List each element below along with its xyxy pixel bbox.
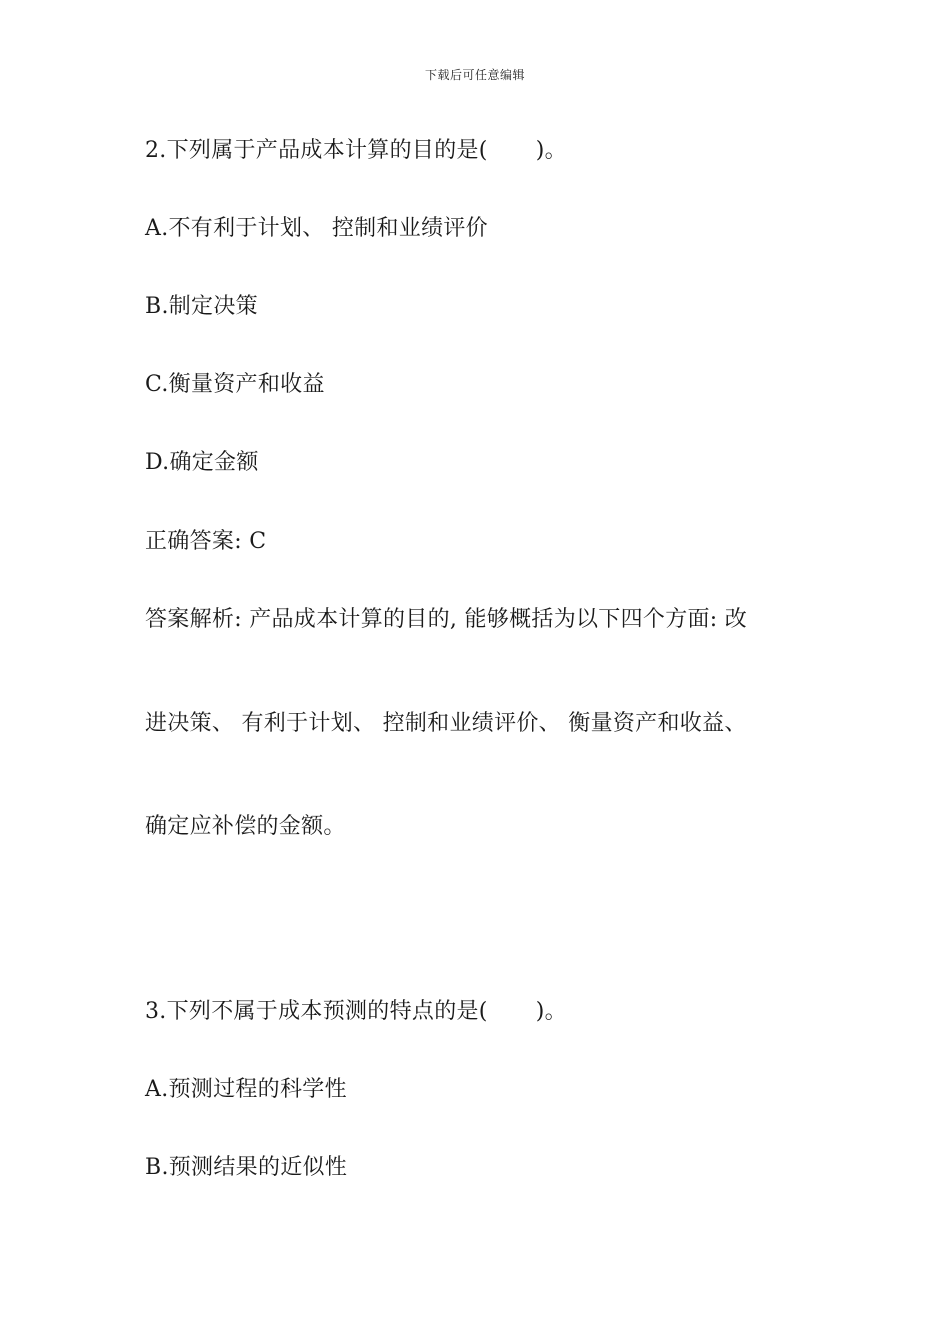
question-3-option-a: A.预测过程的科学性 — [145, 1077, 347, 1102]
question-2-option-a: A.不有利于计划、 控制和业绩评价 — [145, 216, 488, 241]
question-2-explanation-line-1: 答案解析: 产品成本计算的目的, 能够概括为以下四个方面: 改 — [145, 607, 748, 632]
question-2-option-c: C.衡量资产和收益 — [145, 372, 325, 397]
question-3-stem-end: )。 — [535, 999, 567, 1024]
page-header: 下载后可任意编辑 — [424, 68, 525, 82]
question-2-stem — [145, 136, 567, 166]
question-2-option-b: B.制定决策 — [145, 294, 258, 319]
question-2-explanation-line-2: 进决策、 有利于计划、 控制和业绩评价、 衡量资产和收益、 — [145, 711, 747, 736]
question-2-option-d: D.确定金额 — [145, 450, 259, 475]
question-3-stem-text: 3.下列不属于成本预测的特点的是( — [145, 999, 488, 1024]
question-2-explanation-line-3: 确定应补偿的金额。 — [145, 814, 346, 839]
question-3-option-b: B.预测结果的近似性 — [145, 1155, 348, 1180]
question-3-stem — [145, 997, 567, 1027]
question-2-stem-text: 2.下列属于产品成本计算的目的是( — [145, 138, 488, 163]
question-2-stem-end: )。 — [535, 138, 567, 163]
question-2-answer: 正确答案: C — [145, 529, 267, 554]
